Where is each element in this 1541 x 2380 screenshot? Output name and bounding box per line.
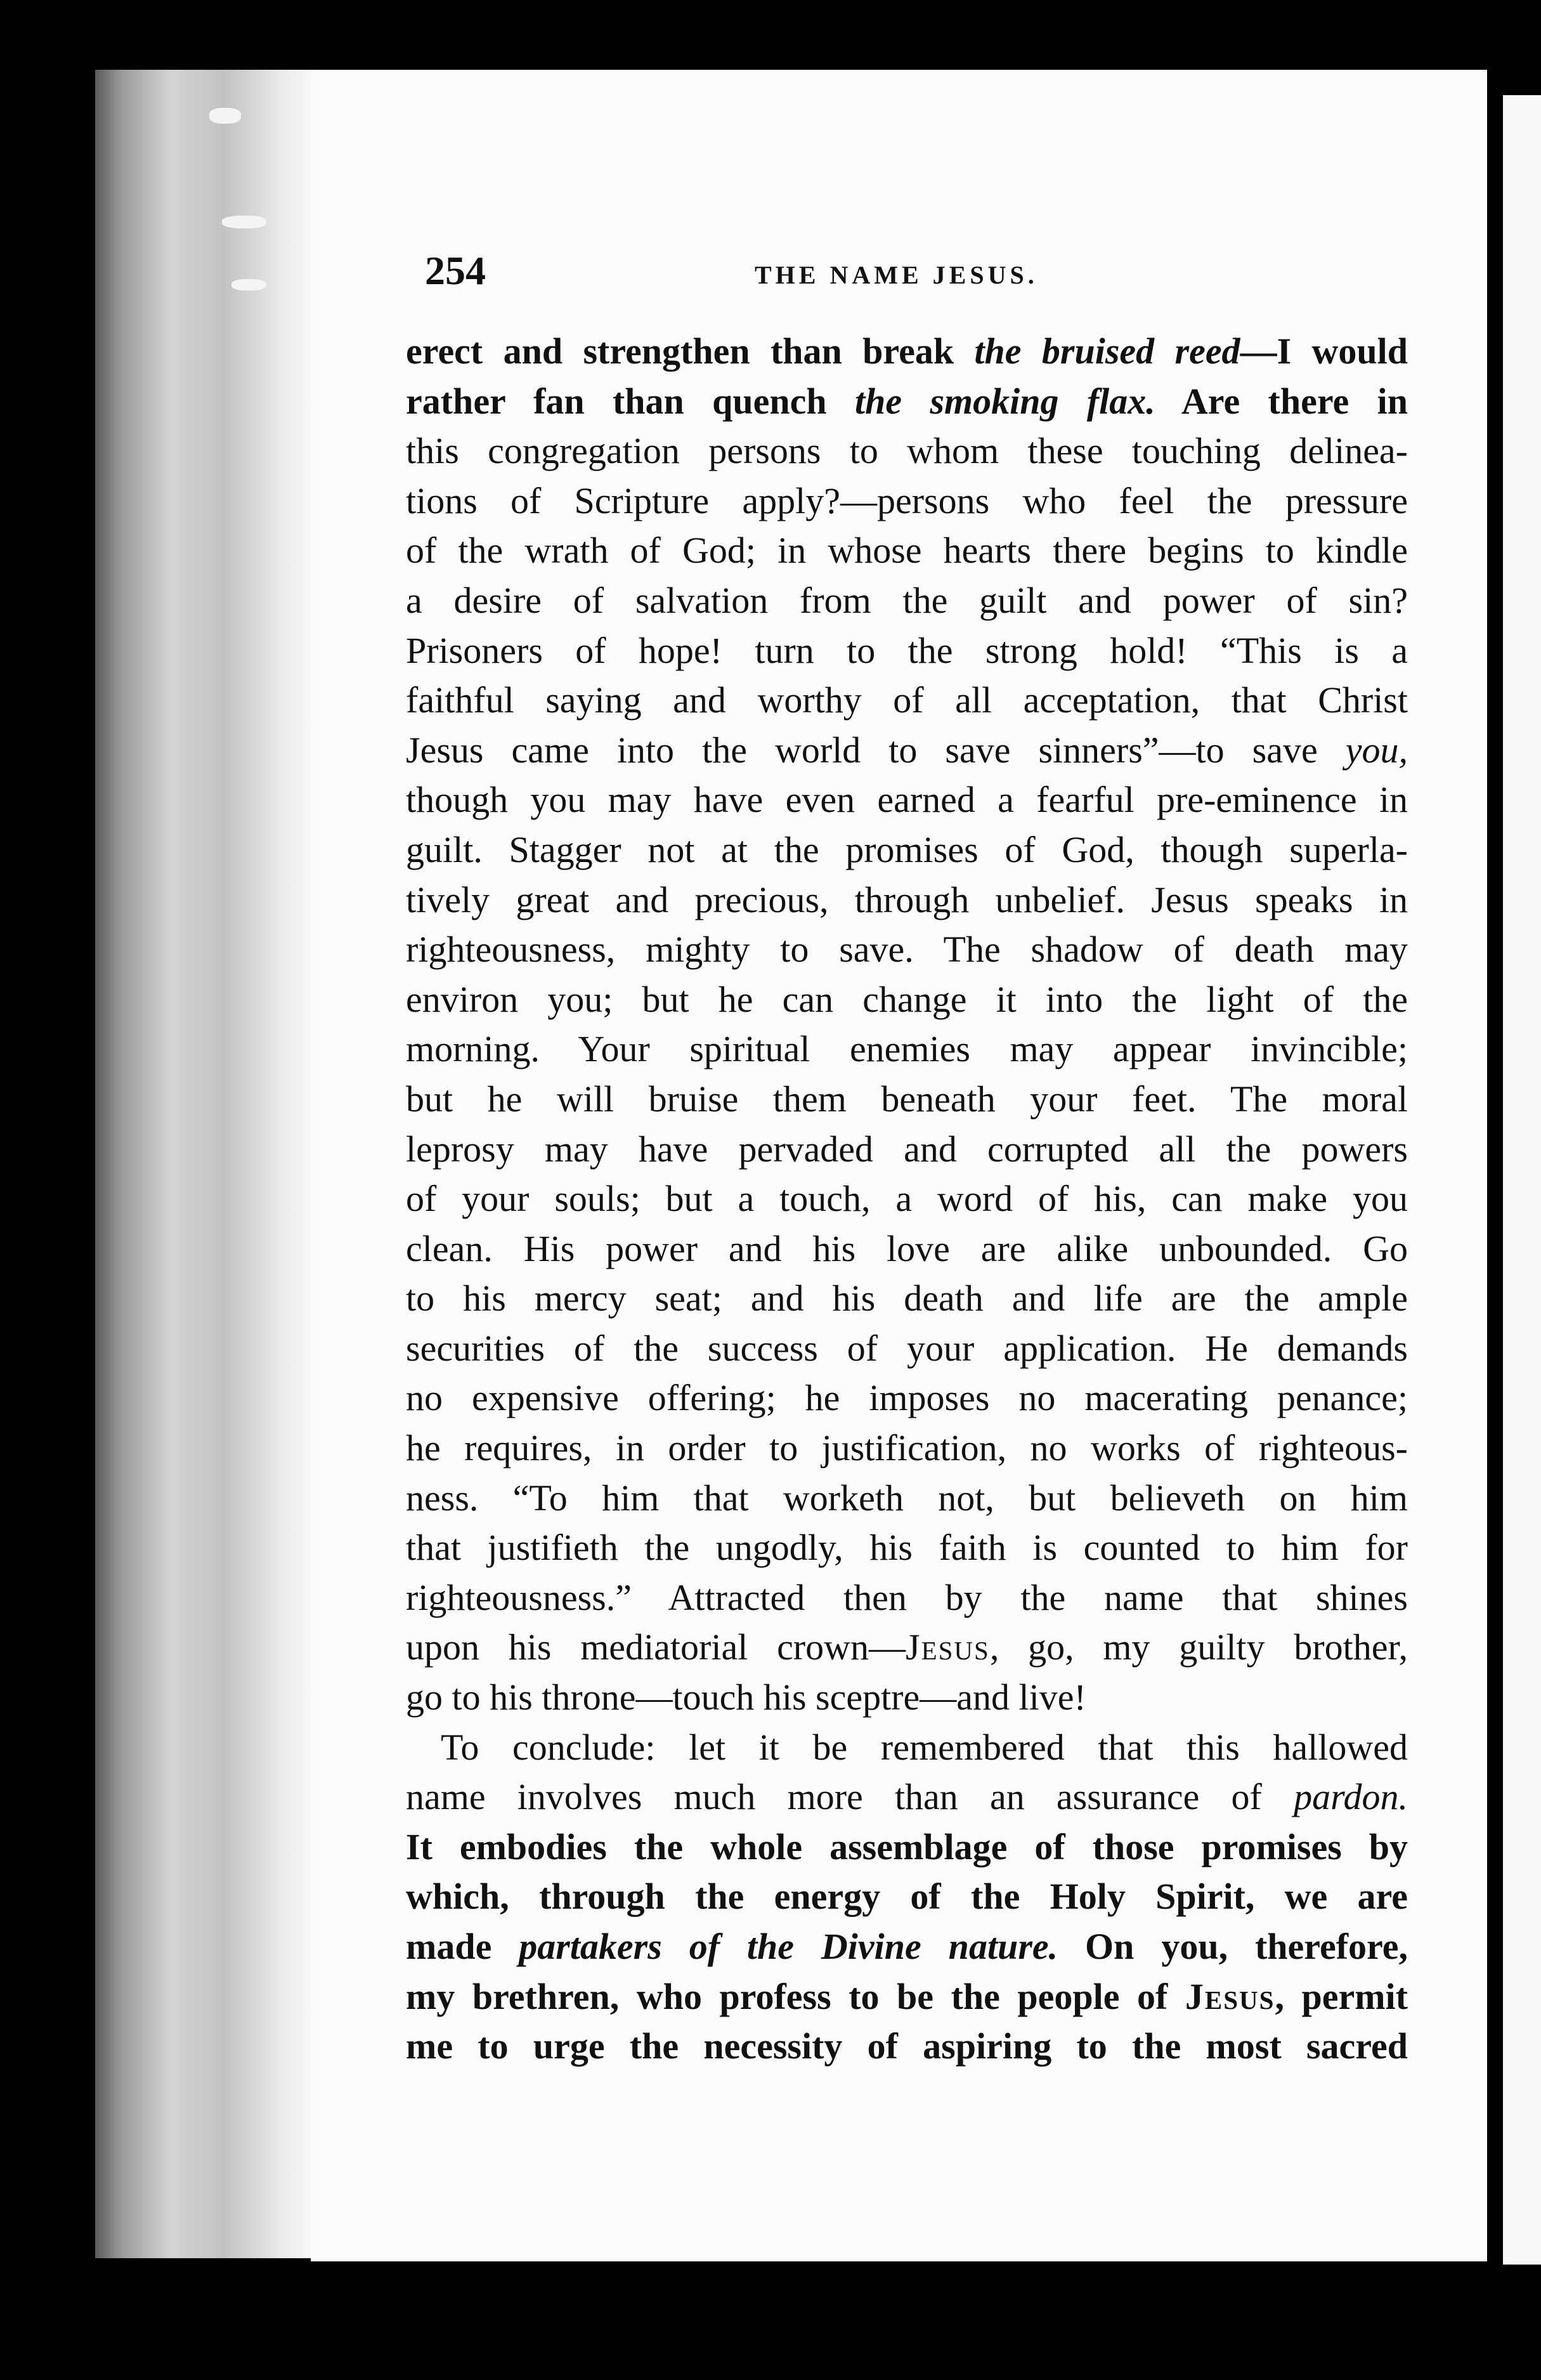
text-line	[406, 1324, 1408, 1374]
text-run: he requires, in order to justification, no works of righteous-	[406, 1427, 1408, 1469]
text-line	[406, 1872, 1408, 1922]
text-line	[406, 726, 1408, 776]
text-run: Jesus came into the world to save sinners”—to save	[406, 729, 1346, 771]
text-run: Prisoners of hope! turn to the strong hold! “This is a	[406, 629, 1408, 671]
text-run: partakers of the Divine nature.	[519, 1926, 1058, 1967]
text-line	[406, 1573, 1408, 1623]
text-run: On you, therefore,	[1058, 1926, 1408, 1967]
page-number: 254	[425, 248, 486, 293]
text-line	[406, 526, 1408, 576]
next-page-edge	[1503, 95, 1541, 2265]
text-run: of the wrath of God; in whose hearts there begins to kindle	[406, 530, 1408, 572]
text-run: tively great and precious, through unbelief. Jesus speaks in	[406, 879, 1408, 920]
text-run: tions of Scripture apply?—persons who feel the pressure	[406, 480, 1408, 521]
text-run: this congregation persons to whom these touching delinea-	[406, 430, 1408, 472]
text-run: righteousness, mighty to save. The shadow of death may	[406, 929, 1408, 971]
text-line	[406, 1822, 1408, 1873]
text-line	[406, 1373, 1408, 1423]
text-run: ness. “To him that worketh not, but believeth on him	[406, 1477, 1408, 1519]
text-run: righteousness.” Attracted then by the name that shines	[406, 1576, 1408, 1618]
text-line	[406, 1174, 1408, 1224]
text-line	[406, 377, 1408, 427]
text-run: pardon.	[1294, 1776, 1408, 1818]
text-run: my brethren, who profess to be the people of	[406, 1975, 1185, 2017]
text-line	[406, 1474, 1408, 1524]
text-line	[406, 1075, 1408, 1125]
text-run: that justifieth the ungodly, his faith is counted to him for	[406, 1527, 1408, 1569]
text-line	[406, 476, 1408, 526]
text-line	[406, 327, 1408, 377]
text-run: faithful saying and worthy of all acceptation, that Christ	[406, 679, 1408, 721]
text-run: go to his throne—touch his sceptre—and live!	[406, 1677, 1086, 1718]
text-line	[406, 1125, 1408, 1175]
text-run: upon his mediatorial crown—	[406, 1626, 906, 1668]
text-run: Jesus	[1185, 1975, 1275, 2017]
text-run: morning. Your spiritual enemies may appear invincible;	[406, 1028, 1408, 1070]
text-line	[406, 1922, 1408, 1972]
gutter-streak	[209, 108, 241, 124]
text-run: environ you; but he can change it into the light of the	[406, 978, 1408, 1020]
text-line	[406, 775, 1408, 825]
gutter-streak	[231, 279, 266, 291]
text-run: no expensive offering; he imposes no macerating penance;	[406, 1377, 1408, 1419]
text-run: name involves much more than an assurance of	[406, 1776, 1294, 1818]
text-run: Are there in	[1155, 380, 1408, 422]
page-edge-gutter	[95, 70, 311, 2258]
text-run: me to urge the necessity of aspiring to the most sacred	[406, 2025, 1408, 2067]
text-run: the smoking flax.	[855, 380, 1155, 422]
text-line	[406, 925, 1408, 975]
text-run: though you may have even earned a fearful pre-eminence in	[406, 779, 1408, 821]
text-run: , permit	[1275, 1975, 1408, 2017]
text-run: made	[406, 1926, 519, 1967]
text-run: —I would	[1240, 330, 1408, 372]
text-line	[406, 1024, 1408, 1075]
text-run: , go, my guilty brother,	[989, 1626, 1408, 1668]
text-run: which, through the energy of the Holy Spirit, we are	[406, 1876, 1408, 1918]
text-run: Jesus	[906, 1626, 990, 1668]
text-line	[406, 975, 1408, 1025]
text-line	[406, 1274, 1408, 1324]
text-run: It embodies the whole assemblage of those promises by	[406, 1826, 1408, 1867]
text-line	[406, 1972, 1408, 2022]
text-line	[406, 2022, 1408, 2072]
text-line	[406, 1673, 1408, 1723]
text-line	[406, 676, 1408, 726]
text-run: to his mercy seat; and his death and life are the ample	[406, 1278, 1408, 1319]
text-run: securities of the success of your application. He demands	[406, 1327, 1408, 1369]
text-run: leprosy may have pervaded and corrupted all the powers	[406, 1128, 1408, 1170]
body-text	[406, 327, 1408, 2072]
text-run: guilt. Stagger not at the promises of God, though superla-	[406, 828, 1408, 870]
text-run: but he will bruise them beneath your feet. The moral	[406, 1078, 1408, 1120]
text-run: clean. His power and his love are alike unbounded. Go	[406, 1227, 1408, 1269]
text-line	[406, 1723, 1408, 1773]
text-line	[406, 576, 1408, 626]
page-header	[425, 247, 1135, 304]
text-run: rather fan than quench	[406, 380, 855, 422]
text-line	[406, 1423, 1408, 1474]
text-line	[406, 875, 1408, 925]
running-head: THE NAME JESUS.	[755, 261, 1038, 289]
text-run: you,	[1345, 729, 1408, 771]
text-run: a desire of salvation from the guilt and power of sin?	[406, 579, 1408, 621]
text-run: of your souls; but a touch, a word of his, can make you	[406, 1178, 1408, 1220]
text-line	[406, 626, 1408, 676]
text-line	[406, 1523, 1408, 1573]
text-line	[406, 1772, 1408, 1822]
gutter-streak	[222, 216, 266, 228]
text-line	[406, 825, 1408, 875]
text-line	[406, 1623, 1408, 1673]
text-run: erect and strengthen than break	[406, 330, 975, 372]
text-line	[406, 1224, 1408, 1274]
text-run: the bruised reed	[974, 330, 1240, 372]
text-run: To conclude: let it be remembered that this hallowed	[441, 1726, 1408, 1768]
text-line	[406, 426, 1408, 476]
